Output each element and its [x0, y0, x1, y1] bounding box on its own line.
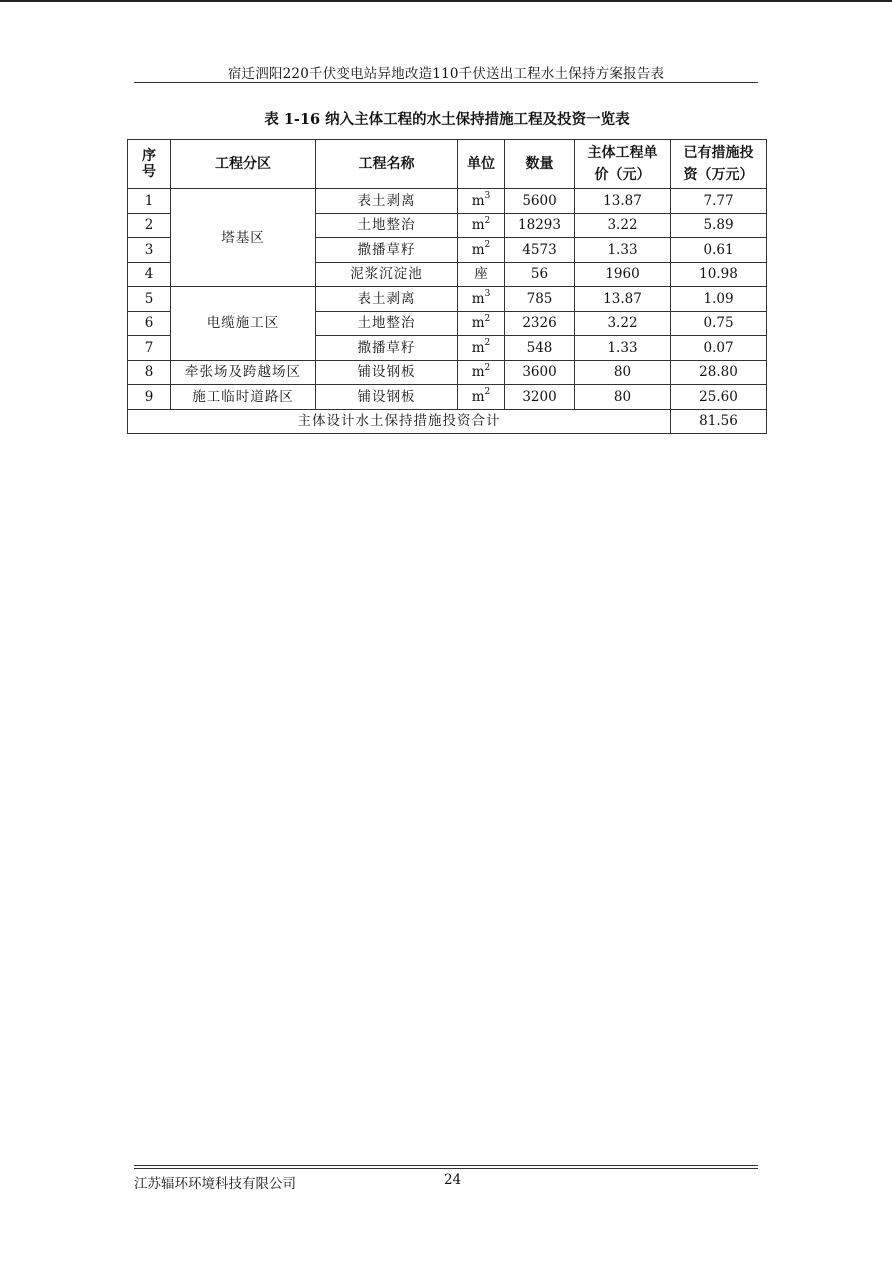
- cell-unit: $m^2$: [458, 238, 505, 263]
- cell-zone-road: 施工临时道路区: [171, 385, 316, 410]
- cell-zone-tension: 牵张场及跨越场区: [171, 360, 316, 385]
- cell-invest: 10.98: [671, 262, 767, 287]
- cell-price: 1.33: [575, 336, 671, 361]
- cell-name: 土地整治: [316, 311, 458, 336]
- cell-qty: 3200: [505, 385, 575, 410]
- cell-qty: 4573: [505, 238, 575, 263]
- cell-unit: $m^2$: [458, 311, 505, 336]
- investment-table: [127, 139, 767, 434]
- cell-invest: 7.77: [671, 189, 767, 214]
- cell-unit: $m^2$: [458, 336, 505, 361]
- cell-seq: 1: [128, 189, 171, 214]
- footer-rule-top: [134, 1165, 758, 1166]
- page-top-border: [0, 0, 892, 2]
- cell-qty: 785: [505, 287, 575, 312]
- cell-seq: 4: [128, 262, 171, 287]
- header-rule: [134, 82, 758, 83]
- cell-qty: 5600: [505, 189, 575, 214]
- table-row: [128, 360, 767, 385]
- cell-unit: 座: [458, 262, 505, 287]
- cell-zone-cable: 电缆施工区: [171, 287, 316, 361]
- cell-seq: 9: [128, 385, 171, 410]
- table-row: [128, 189, 767, 214]
- cell-unit: $m^3$: [458, 287, 505, 312]
- cell-seq: 6: [128, 311, 171, 336]
- page-header-title: 宿迁泗阳220千伏变电站异地改造110千伏送出工程水土保持方案报告表: [227, 66, 665, 82]
- cell-seq: 7: [128, 336, 171, 361]
- cell-invest: 0.75: [671, 311, 767, 336]
- cell-qty: 18293: [505, 213, 575, 238]
- cell-price: 80: [575, 360, 671, 385]
- cell-invest: 25.60: [671, 385, 767, 410]
- cell-name: 土地整治: [316, 213, 458, 238]
- cell-seq: 3: [128, 238, 171, 263]
- cell-price: 13.87: [575, 189, 671, 214]
- cell-name: 表土剥离: [316, 189, 458, 214]
- cell-qty: 3600: [505, 360, 575, 385]
- table-caption: 表 1-16 纳入主体工程的水土保持措施工程及投资一览表: [264, 111, 630, 128]
- total-label: 主体设计水土保持措施投资合计: [128, 409, 671, 434]
- cell-invest: 0.61: [671, 238, 767, 263]
- col-header-qty: 数量: [505, 140, 575, 189]
- cell-price: 1960: [575, 262, 671, 287]
- col-header-seq: 序号: [128, 140, 171, 189]
- table-row: [128, 287, 767, 312]
- cell-qty: 56: [505, 262, 575, 287]
- cell-invest: 1.09: [671, 287, 767, 312]
- total-value: 81.56: [671, 409, 767, 434]
- cell-price: 1.33: [575, 238, 671, 263]
- cell-name: 铺设钢板: [316, 360, 458, 385]
- table-total-row: [128, 409, 767, 434]
- cell-unit: $m^2$: [458, 213, 505, 238]
- table-header-row: [128, 140, 767, 189]
- cell-invest: 28.80: [671, 360, 767, 385]
- footer-rule-bottom: [134, 1168, 758, 1169]
- cell-name: 表土剥离: [316, 287, 458, 312]
- cell-zone-tower: 塔基区: [171, 189, 316, 287]
- cell-seq: 2: [128, 213, 171, 238]
- cell-invest: 0.07: [671, 336, 767, 361]
- cell-price: 3.22: [575, 213, 671, 238]
- col-header-name: 工程名称: [316, 140, 458, 189]
- col-header-price: 主体工程单价（元）: [575, 140, 671, 189]
- cell-invest: 5.89: [671, 213, 767, 238]
- footer-company: 江苏辐环环境科技有限公司: [134, 1176, 296, 1192]
- cell-seq: 8: [128, 360, 171, 385]
- col-header-unit: 单位: [458, 140, 505, 189]
- table-row: [128, 385, 767, 410]
- cell-name: 铺设钢板: [316, 385, 458, 410]
- cell-seq: 5: [128, 287, 171, 312]
- cell-name: 泥浆沉淀池: [316, 262, 458, 287]
- cell-price: 3.22: [575, 311, 671, 336]
- cell-unit: $m^2$: [458, 385, 505, 410]
- col-header-invest: 已有措施投资（万元）: [671, 140, 767, 189]
- col-header-zone: 工程分区: [171, 140, 316, 189]
- cell-name: 撒播草籽: [316, 336, 458, 361]
- cell-unit: $m^3$: [458, 189, 505, 214]
- cell-qty: 2326: [505, 311, 575, 336]
- cell-name: 撒播草籽: [316, 238, 458, 263]
- cell-qty: 548: [505, 336, 575, 361]
- cell-price: 80: [575, 385, 671, 410]
- cell-unit: $m^2$: [458, 360, 505, 385]
- page-number: 24: [444, 1172, 462, 1188]
- cell-price: 13.87: [575, 287, 671, 312]
